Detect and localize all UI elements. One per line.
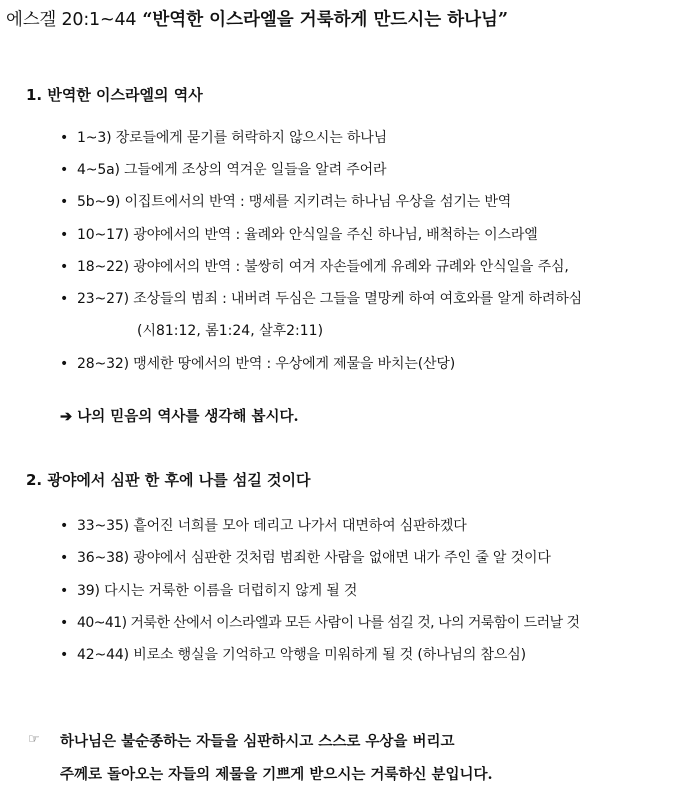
bullet-icon: •	[60, 356, 69, 372]
list-item: • 28~32) 맹세한 땅에서의 반역 : 우상에게 제물을 바치는(산당)	[60, 356, 456, 372]
scripture-reference: 에스겔 20:1~44	[6, 10, 137, 30]
section2-heading: 2. 광야에서 심판 한 후에 나를 섬길 것이다	[26, 471, 311, 489]
scripture-cross-reference: (시81:12, 롬1:24, 살후2:11)	[137, 323, 324, 339]
bullet-icon: •	[60, 583, 69, 599]
bullet-icon: •	[60, 227, 69, 243]
list-item: • 1~3) 장로들에게 묻기를 허락하지 않으시는 하나님	[60, 130, 388, 146]
bullet-icon: •	[60, 615, 68, 631]
list-item: • 40~41) 거룩한 산에서 이스라엘과 모든 사람이 나를 섬길 것, 나의 거룩함이 드러날 것	[60, 615, 580, 631]
list-item: • 39) 다시는 거룩한 이름을 더럽히지 않게 될 것	[60, 583, 358, 599]
list-item: • 10~17) 광야에서의 반역 : 율례와 안식일을 주신 하나님, 배척하는 이스라엘	[60, 227, 538, 243]
list-item: • 4~5a) 그들에게 조상의 역겨운 일들을 알려 주어라	[60, 162, 387, 178]
bullet-icon: •	[60, 647, 69, 663]
closing-line-1: 하나님은 불순종하는 자들을 심판하시고 스스로 우상을 버리고	[60, 733, 455, 750]
bullet-icon: •	[60, 130, 69, 146]
pointing-hand-icon: ☞	[28, 732, 40, 747]
reflection-note: ➔ 나의 믿음의 역사를 생각해 봅시다.	[60, 408, 299, 425]
list-item: • 36~38) 광야에서 심판한 것처럼 범죄한 사람을 없애면 내가 주인 줄 알 것이다	[60, 550, 551, 566]
bullet-icon: •	[60, 194, 69, 210]
closing-line-2: 주께로 돌아오는 자들의 제물을 기쁘게 받으시는 거룩하신 분입니다.	[60, 766, 493, 783]
page-title	[6, 6, 508, 31]
list-item: • 23~27) 조상들의 범죄 : 내버려 두심은 그들을 멸망케 하여 여호와를 알게 하려하심	[60, 291, 583, 307]
bullet-icon: •	[60, 291, 69, 307]
bullet-icon: •	[60, 162, 69, 178]
sermon-title: “반역한 이스라엘을 거룩하게 만드시는 하나님”	[142, 10, 509, 30]
list-item: • 5b~9) 이집트에서의 반역 : 맹세를 지키려는 하나님 우상을 섬기는 반역	[60, 194, 512, 210]
section1-heading: 1. 반역한 이스라엘의 역사	[26, 86, 203, 104]
bullet-icon: •	[60, 518, 69, 534]
bullet-icon: •	[60, 550, 69, 566]
list-item: • 18~22) 광야에서의 반역 : 불쌍히 여겨 자손들에게 유례와 규례와 안식일을 주심,	[60, 259, 569, 275]
bullet-icon: •	[60, 259, 69, 275]
list-item: • 42~44) 비로소 행실을 기억하고 악행을 미워하게 될 것 (하나님의 참으심)	[60, 647, 526, 663]
list-item: • 33~35) 흩어진 너희를 모아 데리고 나가서 대면하여 심판하겠다	[60, 518, 467, 534]
